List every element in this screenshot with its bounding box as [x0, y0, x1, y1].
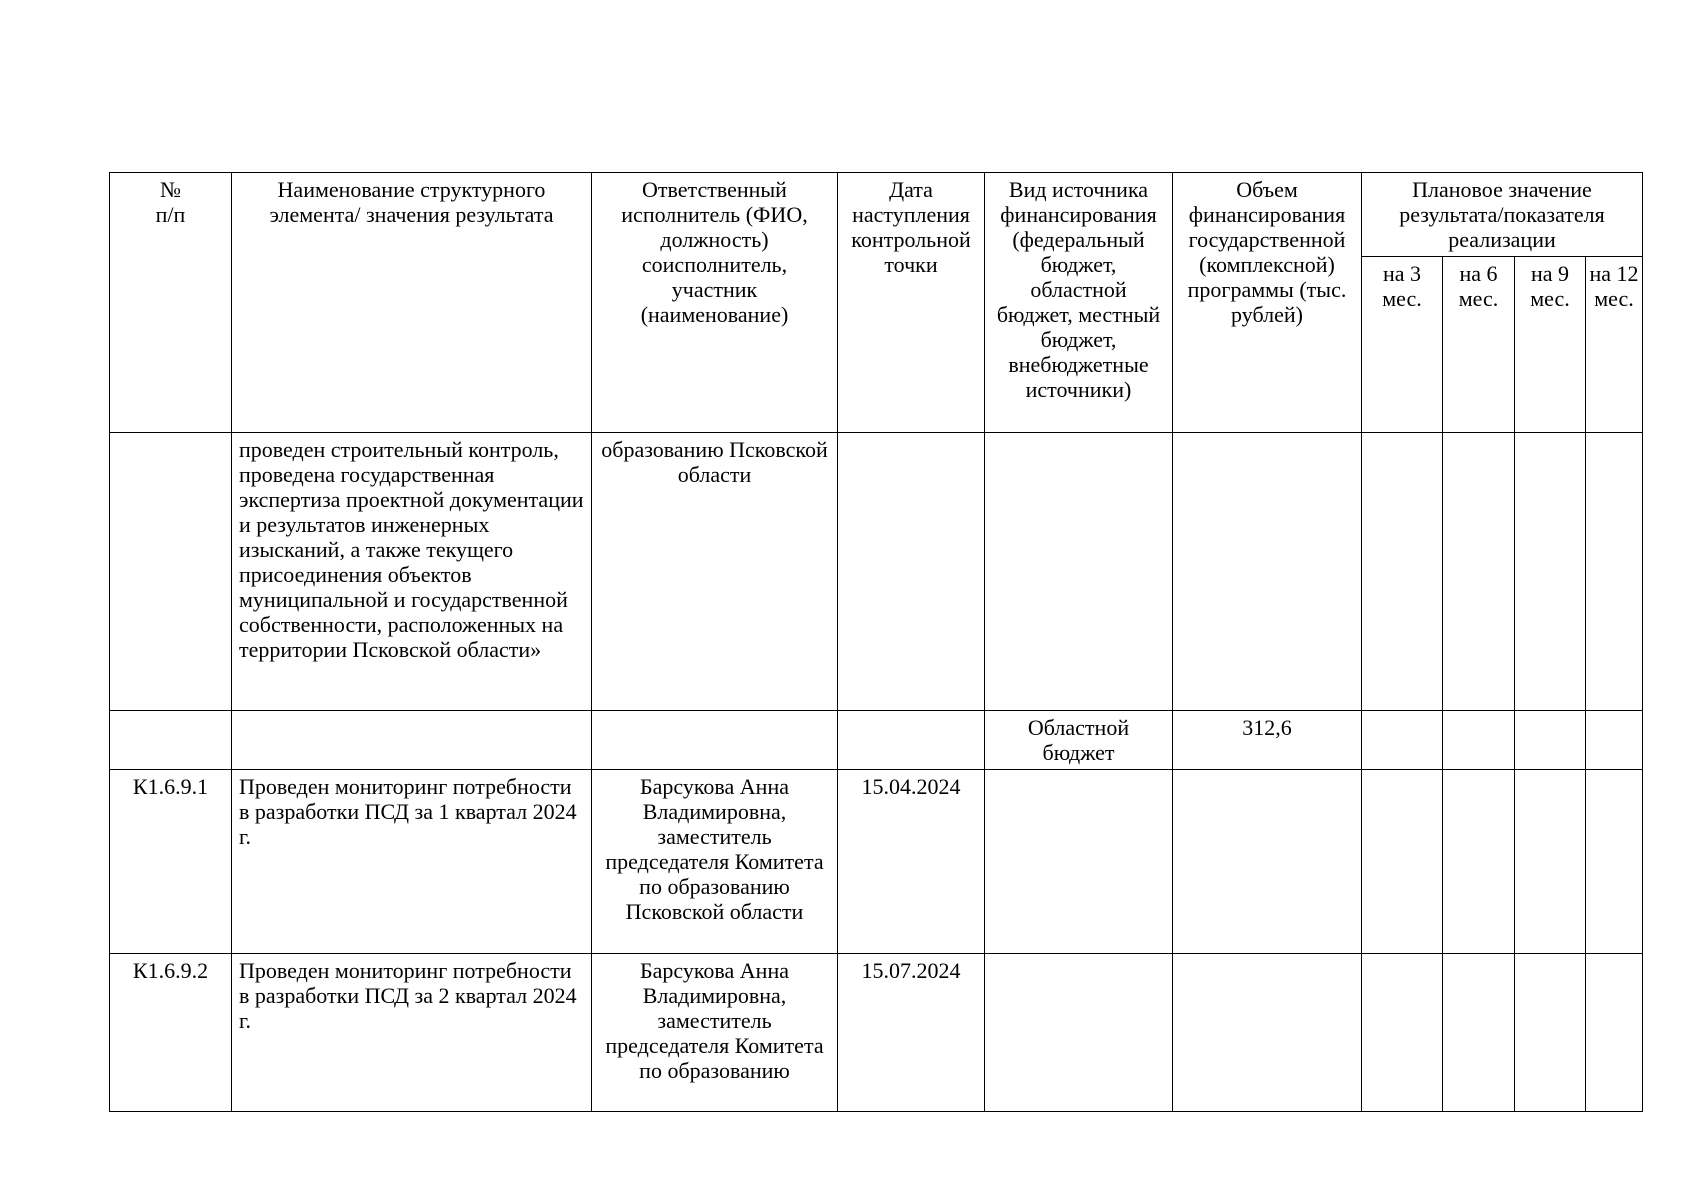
header-plan: Плановое значение результата/показателя реализации [1362, 173, 1643, 257]
header-3-months: на 3 мес. [1362, 257, 1443, 433]
row-12-months [1586, 954, 1643, 1112]
row-volume [1173, 433, 1362, 711]
row-12-months [1586, 711, 1643, 770]
header-volume: Объем финансирования государственной (комплексной) программы (тыс. рублей) [1173, 173, 1362, 433]
header-responsible: Ответственный исполнитель (ФИО, должность) соисполнитель, участник (наименование) [592, 173, 838, 433]
header-date: Дата наступления контрольной точки [838, 173, 985, 433]
row-date [838, 433, 985, 711]
row-volume [1173, 954, 1362, 1112]
row-volume: 312,6 [1173, 711, 1362, 770]
row-6-months [1443, 954, 1515, 1112]
row-6-months [1443, 711, 1515, 770]
row-9-months [1515, 770, 1586, 954]
row-number: К1.6.9.2 [110, 954, 232, 1112]
row-3-months [1362, 711, 1443, 770]
row-source [985, 433, 1173, 711]
row-number [110, 711, 232, 770]
table-header-row [110, 173, 1643, 257]
header-name: Наименование структурного элемента/ значения результата [232, 173, 592, 433]
row-name: Проведен мониторинг потребности в разработки ПСД за 1 квартал 2024 г. [232, 770, 592, 954]
row-6-months [1443, 770, 1515, 954]
row-responsible [592, 711, 838, 770]
row-date [838, 711, 985, 770]
table-row [110, 433, 1643, 711]
row-source [985, 954, 1173, 1112]
row-3-months [1362, 433, 1443, 711]
table-row [110, 770, 1643, 954]
row-9-months [1515, 954, 1586, 1112]
header-12-months: на 12 мес. [1586, 257, 1643, 433]
row-name: проведен строительный контроль, проведена государственная экспертиза проектной документации и результатов инженерных изысканий, а также текущего присоединения объектов муниципальной и государственной собственности, расположенных на территории Псковской области» [232, 433, 592, 711]
row-responsible: Барсукова Анна Владимировна, заместитель председателя Комитета по образованию Псковской области [592, 770, 838, 954]
header-6-months: на 6 мес. [1443, 257, 1515, 433]
row-9-months [1515, 433, 1586, 711]
row-volume [1173, 770, 1362, 954]
row-3-months [1362, 770, 1443, 954]
row-date: 15.04.2024 [838, 770, 985, 954]
row-number: К1.6.9.1 [110, 770, 232, 954]
row-12-months [1586, 770, 1643, 954]
table-row [110, 954, 1643, 1112]
row-responsible: образованию Псковской области [592, 433, 838, 711]
row-date: 15.07.2024 [838, 954, 985, 1112]
row-12-months [1586, 433, 1643, 711]
row-name: Проведен мониторинг потребности в разработки ПСД за 2 квартал 2024 г. [232, 954, 592, 1112]
header-number: № п/п [110, 173, 232, 433]
row-name [232, 711, 592, 770]
header-source: Вид источника финансирования (федеральный бюджет, областной бюджет, местный бюджет, внебюджетные источники) [985, 173, 1173, 433]
row-source [985, 770, 1173, 954]
row-source: Областной бюджет [985, 711, 1173, 770]
table-row [110, 711, 1643, 770]
row-3-months [1362, 954, 1443, 1112]
row-responsible: Барсукова Анна Владимировна, заместитель председателя Комитета по образованию [592, 954, 838, 1112]
header-9-months: на 9 мес. [1515, 257, 1586, 433]
control-points-table [109, 172, 1643, 1112]
row-6-months [1443, 433, 1515, 711]
row-9-months [1515, 711, 1586, 770]
row-number [110, 433, 232, 711]
